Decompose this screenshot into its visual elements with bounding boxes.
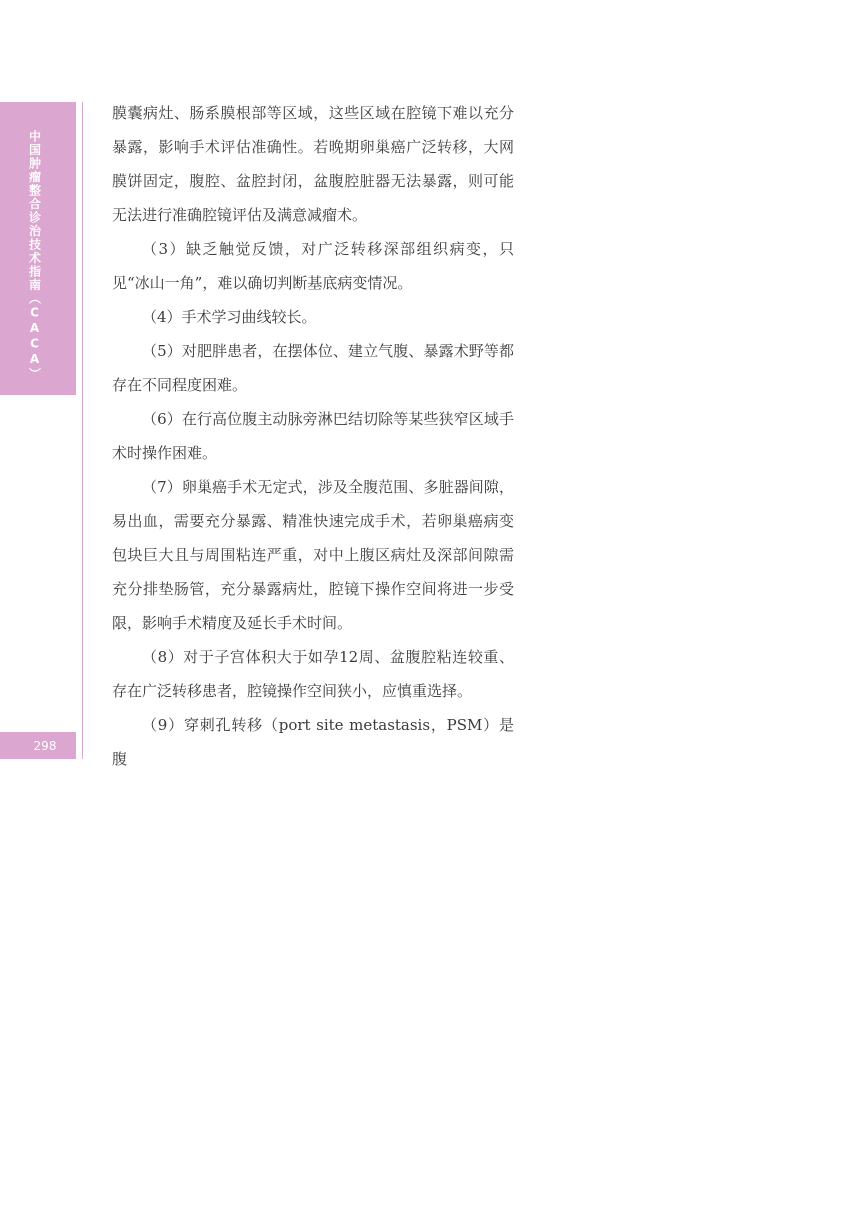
book-title-tab [0,102,76,395]
paragraph: （6）在行高位腹主动脉旁淋巴结切除等某些狭窄区域手术时操作困难。 [112,410,514,462]
body-text [112,96,514,776]
book-title: 中国肿瘤整合诊治技术指南（CACA） [27,130,42,381]
margin-rule [82,102,83,759]
paragraph: （9）穿刺孔转移（port site metastasis，PSM）是腹 [112,716,514,768]
paragraph: 膜囊病灶、肠系膜根部等区域，这些区域在腔镜下难以充分暴露，影响手术评估准确性。若晚期卵巢癌广泛转移，大网膜饼固定，腹腔、盆腔封闭，盆腹腔脏器无法暴露，则可能无法进行准确腔镜评估及满意减瘤术。 [112,104,514,224]
paragraph: （5）对肥胖患者，在摆体位、建立气腹、暴露术野等都存在不同程度困难。 [112,342,514,394]
page-number: 298 [33,738,57,753]
paragraph: （8）对于子宫体积大于如孕12周、盆腹腔粘连较重、存在广泛转移患者，腔镜操作空间狭小，应慎重选择。 [112,648,514,700]
paragraph: （7）卵巢癌手术无定式，涉及全腹范围、多脏器间隙，易出血，需要充分暴露、精准快速完成手术，若卵巢癌病变包块巨大且与周围粘连严重，对中上腹区病灶及深部间隙需充分排垫肠管，充分暴露病灶，腔镜下操作空间将进一步受限，影响手术精度及延长手术时间。 [112,478,514,632]
paragraph: （3）缺乏触觉反馈，对广泛转移深部组织病变，只见“冰山一角”，难以确切判断基底病变情况。 [112,240,514,292]
page-number-tab [0,732,76,759]
paragraph: （4）手术学习曲线较长。 [142,308,317,326]
